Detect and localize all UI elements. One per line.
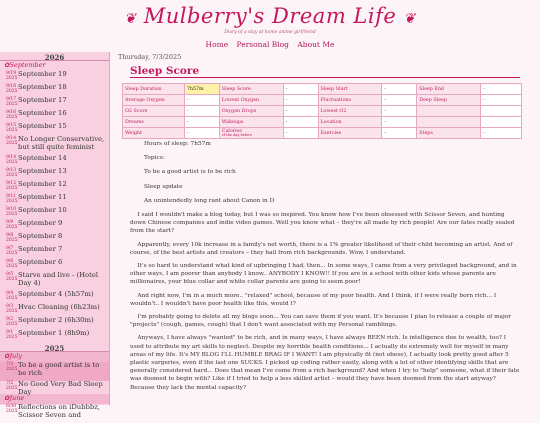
sidebar-post-date: 9/15 2025	[6, 123, 18, 133]
sidebar-post-link[interactable]	[0, 404, 109, 423]
sidebar-post-date: 9/11 2025	[6, 194, 18, 204]
sidebar-post-title: September 16	[18, 109, 67, 117]
sleep-metric-value: -	[283, 106, 318, 117]
sidebar-post-title: September 7	[18, 245, 63, 253]
post-paragraph: And right now, I'm in a much more.. "relaxed" school, because of my poor health. And I think, if I were really born rich... I wouldn't.. I wouldn't have poor health like this, would I?	[130, 292, 497, 307]
sidebar-archive[interactable]	[0, 52, 110, 419]
sleep-metric-label: Lowest Oxygen	[219, 95, 283, 106]
sidebar-post-date: 9/12 2025	[6, 181, 18, 191]
sidebar-post-date: 7/2 2025	[6, 381, 18, 391]
sidebar-post-link[interactable]	[0, 136, 109, 155]
sleep-metric-value: -	[283, 117, 318, 128]
nav-personal-blog[interactable]: Personal Blog	[236, 40, 289, 49]
sidebar-post-title: To be a good artist is to be rich	[18, 361, 100, 377]
sleep-metric-label: Location	[318, 117, 382, 128]
month-flower-icon: ✿	[4, 352, 10, 360]
sidebar-month-label: September	[9, 61, 46, 69]
sleep-metric-label: Sleep End	[417, 84, 481, 95]
sleep-metric-label: Sleep Duration	[123, 84, 185, 95]
sidebar-post-title: September 14	[18, 154, 67, 162]
sidebar-june-list	[0, 404, 109, 423]
sidebar-post-title: September 13	[18, 167, 67, 175]
sidebar-post-date: 9/14 2025	[6, 136, 18, 146]
sidebar-post-date: 9/13 2025	[6, 168, 18, 178]
sidebar-post-date: 7/3 2025	[6, 362, 18, 372]
sidebar-post-title: Hvac Cleaning (6h23m)	[18, 303, 100, 311]
sidebar-year-2026: 2026	[0, 52, 109, 61]
post-date: Thursday, 7/3/2025	[118, 53, 182, 61]
sleep-metric-label	[417, 117, 481, 128]
sleep-metric-value: -	[184, 95, 219, 106]
sidebar-year-2025: 2025	[0, 343, 109, 352]
sidebar-post-date: 9/3 2025	[6, 304, 18, 314]
sidebar-post-date: 9/7 2025	[6, 246, 18, 256]
sidebar-post-date: 9/17 2025	[6, 97, 18, 107]
post-line: Hours of sleep: 7h57m	[144, 141, 211, 147]
sleep-table-row	[123, 95, 522, 106]
sleep-metric-label: Wakeups	[219, 117, 283, 128]
sleep-metric-label: Oxygen Drops	[219, 106, 283, 117]
post-line: Topics:	[144, 155, 165, 162]
sidebar-post-title: September 2 (6h30m)	[18, 316, 94, 324]
sleep-table-row	[123, 106, 522, 117]
post-paragraph: I said I wouldn't make a blog today, but I was so inspired. You know how I've been obsessed with Scissor Seven, and hunting down Chinese companies and indie video games. Well you know what – they're all made by rich people! Are our fates really sealed from the start?	[130, 212, 515, 235]
nav-home[interactable]: Home	[205, 40, 229, 49]
sidebar-post-date: 9/2 2025	[6, 317, 18, 327]
sidebar-post-title: September 8	[18, 232, 63, 240]
sidebar-post-link[interactable]	[0, 381, 109, 394]
sleep-metric-value	[481, 106, 522, 117]
sleep-metric-value: -	[283, 84, 318, 95]
sleep-table-row	[123, 128, 522, 139]
sidebar-post-date: 9/1 2025	[6, 330, 18, 340]
sidebar-post-date: 9/9 2025	[6, 220, 18, 230]
sleep-metric-value: -	[382, 128, 417, 139]
sidebar-post-title: September 17	[18, 96, 67, 104]
sleep-table-row	[123, 84, 522, 95]
sidebar-post-title: September 19	[18, 70, 67, 78]
sidebar-post-title: September 4 (5h57m)	[18, 290, 94, 298]
sidebar-post-title: Starve and live - (Hotel Day 4)	[18, 271, 99, 287]
sidebar-post-date: 6/30 2025	[6, 404, 18, 414]
post-paragraph: I'm probably going to delete all my blogs soon... You can save them if you want. It's because I plan to release a couple of major "projects" (cough, games, cough) that I don't want associated with my Personal ramblings.	[130, 314, 512, 329]
sidebar-post-date: 9/10 2025	[6, 207, 18, 217]
sidebar-post-date: 9/18 2025	[6, 84, 18, 94]
month-flower-icon: ✿	[4, 394, 10, 402]
site-title[interactable]	[0, 4, 540, 28]
sidebar-september-list	[0, 71, 109, 343]
post-content	[130, 140, 520, 397]
sleep-score-table	[122, 83, 522, 139]
post-title: Sleep Score	[130, 63, 520, 78]
sidebar-post-title: No Longer Conservative, but still quite feminist	[18, 135, 105, 151]
sidebar-post-date: 9/16 2025	[6, 110, 18, 120]
sleep-metric-label: Sleep Start	[318, 84, 382, 95]
sidebar-post-date: 9/8 2025	[6, 233, 18, 243]
post-line: An unintendedly long rant about Canon in D	[144, 197, 275, 204]
sidebar-post-title: Reflections on iDubbbz, Scissor Seven and	[18, 403, 100, 419]
sleep-metric-value: -	[382, 84, 417, 95]
sleep-metric-label: Calories of the day before	[219, 128, 283, 139]
sleep-metric-value: -	[481, 95, 522, 106]
site-title-text: Mulberry's Dream Life	[143, 4, 397, 28]
sidebar-post-date: 9/14 2025	[6, 155, 18, 165]
post-paragraph: Anyways, I have always "wanted" to be rich, and in many ways, I have always BEEN rich. Is intelligence due to wealth, too? I used to attribute my art skills to neglect. Despite my horrible health conditions... I actually do extremely well for myself in many areas of my life. It's MY BLOG I'LL HUMBLE BRAG IF I WANT! I am physically fit (not obese), I actually look pretty good after 5 plastic surgeries, even if the last one SUCKS. I picked up coding rather easily, along with a lot of other identifying skills that are generally considered hard... Does that mean I've come from a rich background? And when I try to "help" someone, what if their fate was doomed to begin with? Like if I tried to help a less skilled artist – would they have been doomed from the start anyway? Because they lack the mental capacity?	[130, 335, 520, 391]
sidebar-post-link[interactable]	[0, 272, 109, 291]
sidebar-post-title: September 11	[18, 193, 67, 201]
sidebar-post-date: 9/6 2025	[6, 259, 18, 269]
sidebar-july-list	[0, 362, 109, 394]
sleep-metric-label: Deep Sleep	[417, 95, 481, 106]
post-line: Sleep update	[144, 183, 183, 190]
sidebar-post-title: September 1 (8h9m)	[18, 329, 90, 337]
sleep-metric-label: Steps	[417, 128, 481, 139]
sleep-metric-value: -	[481, 128, 522, 139]
sleep-metric-value: 7h57m	[184, 84, 219, 95]
top-nav	[0, 40, 540, 49]
sleep-metric-label: Average Oxygen	[123, 95, 185, 106]
flourish-right-icon: ❦	[403, 11, 416, 27]
sidebar-post-date: 9/5 2025	[6, 272, 18, 282]
sidebar-month-label: July	[9, 352, 22, 360]
sidebar-post-link[interactable]	[0, 362, 109, 381]
sleep-metric-value: -	[382, 95, 417, 106]
sleep-metric-value: -	[184, 128, 219, 139]
sidebar-post-date: 9/4 2025	[6, 291, 18, 301]
site-header	[0, 0, 540, 52]
sidebar-post-title: September 6	[18, 258, 63, 266]
sleep-metric-value: -	[382, 106, 417, 117]
post-paragraph: Apparently, every 10k increase in a family's net worth, there is a 1% greater likelihood of their child becoming an artist. And of course, of the best artists and creators – they hail from rich backgrounds. Wow. I understand.	[130, 241, 513, 256]
sleep-metric-value: -	[283, 95, 318, 106]
sleep-metric-label: O2 Score	[123, 106, 185, 117]
sleep-metric-label	[417, 106, 481, 117]
sleep-metric-label: Sleep Score	[219, 84, 283, 95]
sleep-metric-value: -	[184, 117, 219, 128]
sleep-metric-value: -	[481, 84, 522, 95]
sidebar-post-date: 9/19 2025	[6, 71, 18, 81]
sidebar-post-title: September 18	[18, 83, 67, 91]
sleep-metric-label: Lowest O2	[318, 106, 382, 117]
sleep-metric-label: Exercise	[318, 128, 382, 139]
flourish-left-icon: ❦	[124, 11, 137, 27]
sleep-metric-value: -	[382, 117, 417, 128]
post-paragraph: It's so hard to understand what kind of upbringing I had, then... In some ways, I came from a very privileged background, and in other ways, I am poorer than anybody I know.. ANYBODY I KNOW!! If you are in a school with other kids whose parents are millionaires, your blue collar and white collar parents are going to seem poor!	[130, 263, 517, 286]
sidebar-post-link[interactable]	[0, 330, 109, 343]
month-flower-icon: ✿	[4, 61, 10, 69]
sidebar-post-title: September 10	[18, 206, 67, 214]
sidebar-post-title: No Good Very Bad Sleep Day	[18, 380, 103, 396]
sleep-metric-label: Fluctuations	[318, 95, 382, 106]
sleep-metric-label: Dreams	[123, 117, 185, 128]
sleep-metric-value: -	[283, 128, 318, 139]
sidebar-month-label: June	[9, 394, 25, 402]
post-main	[118, 52, 534, 405]
sidebar-post-title: September 12	[18, 180, 67, 188]
sleep-metric-value	[481, 117, 522, 128]
post-line: To be a good artist is to be rich	[144, 169, 236, 176]
sidebar-post-title: September 9	[18, 219, 63, 227]
sleep-table-row	[123, 117, 522, 128]
nav-about-me[interactable]: About Me	[297, 40, 335, 49]
sidebar-post-title: September 15	[18, 122, 67, 130]
site-tagline: Diary of a stay at home anime girlfriend	[224, 30, 316, 35]
sleep-metric-value: -	[184, 106, 219, 117]
sleep-metric-label: Weight	[123, 128, 185, 139]
